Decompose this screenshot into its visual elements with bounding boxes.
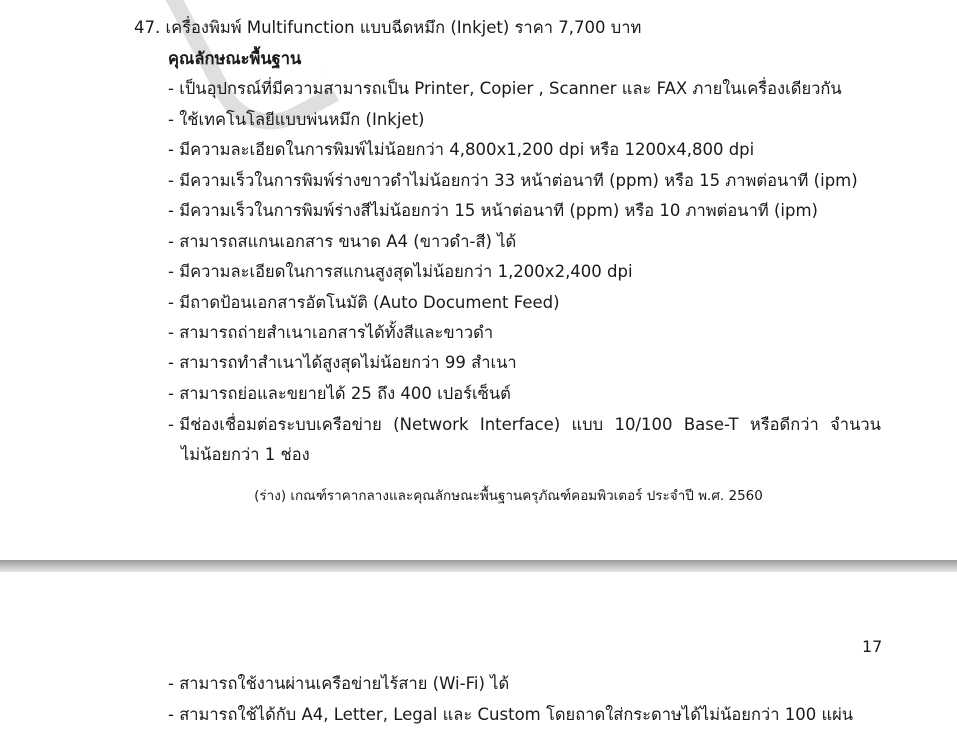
spec-item: - เป็นอุปกรณ์ที่มีความสามารถเป็น Printer, Copier , Scanner และ FAX ภายในเครื่องเดียวกัน	[168, 79, 842, 98]
spec-item: - มีความละเอียดในการสแกนสูงสุดไม่น้อยกว่า 1,200x2,400 dpi	[168, 262, 633, 281]
network-word: Base-T	[683, 415, 739, 434]
network-word: จำนวน	[830, 415, 881, 434]
spec-item-network-continuation: ไม่น้อยกว่า 1 ช่อง	[181, 445, 310, 464]
spec-item-network	[168, 414, 881, 436]
spec-item: - สามารถสแกนเอกสาร ขนาด A4 (ขาวดำ-สี) ได้	[168, 232, 517, 251]
network-word: หรือดีกว่า	[749, 415, 819, 434]
spec-item: - สามารถย่อและขยายได้ 25 ถึง 400 เปอร์เซ็นต์	[168, 384, 511, 403]
item-heading: 47. เครื่องพิมพ์ Multifunction แบบฉีดหมึก (Inkjet) ราคา 7,700 บาท	[134, 18, 642, 37]
page-number: 17	[862, 637, 883, 656]
spec-item: - มีถาดป้อนเอกสารอัตโนมัติ (Auto Document Feed)	[168, 293, 560, 312]
spec-item: - สามารถใช้ได้กับ A4, Letter, Legal และ Custom โดยถาดใส่กระดาษได้ไม่น้อยกว่า 100 แผ่น	[168, 705, 854, 724]
spec-item: - สามารถทำสำเนาได้สูงสุดไม่น้อยกว่า 99 สำเนา	[168, 353, 517, 372]
network-word: 10/100	[614, 415, 673, 434]
footer-note: (ร่าง) เกณฑ์ราคากลางและคุณลักษณะพื้นฐานครุภัณฑ์คอมพิวเตอร์ ประจำปี พ.ศ. 2560	[254, 488, 763, 504]
network-word: แบบ	[571, 415, 604, 434]
spec-item: - มีความเร็วในการพิมพ์ร่างสีไม่น้อยกว่า 15 หน้าต่อนาที (ppm) หรือ 10 ภาพต่อนาที (ipm)	[168, 201, 818, 220]
spec-item: - มีความละเอียดในการพิมพ์ไม่น้อยกว่า 4,800x1,200 dpi หรือ 1200x4,800 dpi	[168, 140, 755, 159]
spec-item: - มีความเร็วในการพิมพ์ร่างขาวดำไม่น้อยกว่า 33 หน้าต่อนาที (ppm) หรือ 15 ภาพต่อนาที (ipm)	[168, 171, 858, 190]
section-subheading: คุณลักษณะพื้นฐาน	[168, 49, 302, 68]
spec-item: - สามารถถ่ายสำเนาเอกสารได้ทั้งสีและขาวดำ	[168, 323, 494, 342]
network-word: - มีช่องเชื่อมต่อระบบเครือข่าย	[168, 415, 382, 434]
network-word: (Network	[393, 415, 469, 434]
network-word: Interface)	[479, 415, 561, 434]
page-separator	[0, 560, 957, 572]
spec-item: - สามารถใช้งานผ่านเครือข่ายไร้สาย (Wi-Fi) ได้	[168, 674, 510, 693]
spec-item: - ใช้เทคโนโลยีแบบพ่นหมึก (Inkjet)	[168, 110, 425, 129]
